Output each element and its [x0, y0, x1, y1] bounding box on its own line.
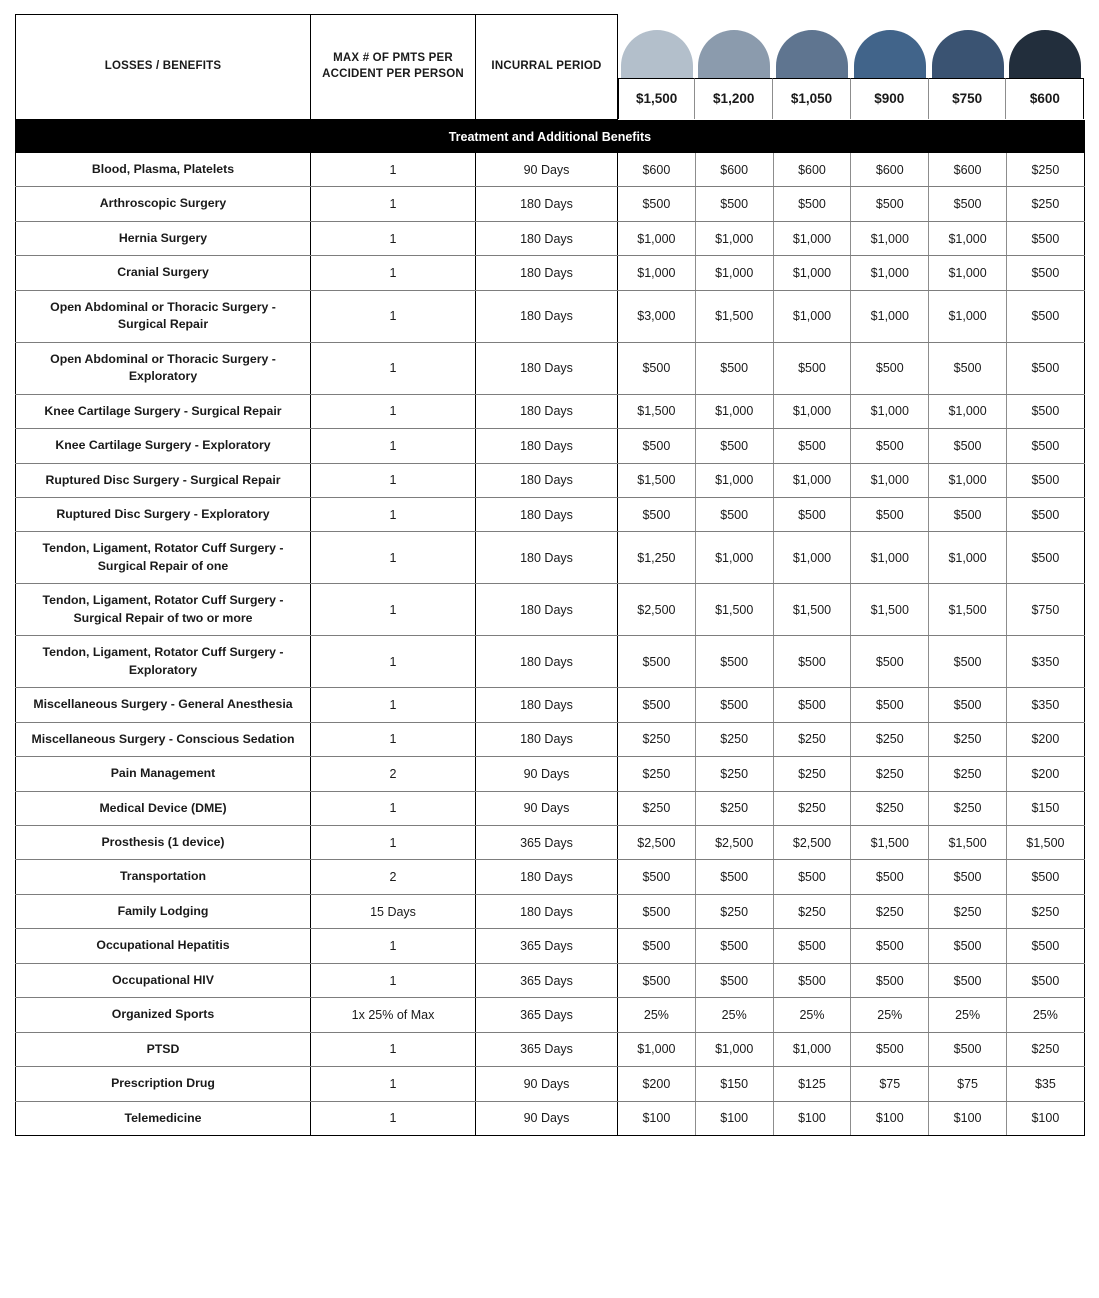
row-plan-value-3: $1,000: [773, 1032, 851, 1066]
table-row[interactable]: [16, 342, 1085, 394]
row-plan-value-4: $250: [851, 757, 929, 791]
table-row[interactable]: [16, 394, 1085, 428]
table-row[interactable]: [16, 584, 1085, 636]
row-plan-value-1: $1,500: [618, 463, 696, 497]
plan-header-5[interactable]: [929, 15, 1007, 120]
row-max-payments: 1: [311, 290, 476, 342]
row-incurral-period: 180 Days: [476, 722, 618, 756]
row-plan-value-1: $500: [618, 636, 696, 688]
row-plan-value-2: $500: [695, 963, 773, 997]
row-incurral-period: 180 Days: [476, 342, 618, 394]
row-plan-value-4: $500: [851, 688, 929, 722]
header-incurral-period: INCURRAL PERIOD: [476, 15, 618, 120]
row-plan-value-4: $1,000: [851, 290, 929, 342]
row-plan-value-3: $100: [773, 1101, 851, 1135]
plan-dome-icon-6: [1009, 30, 1081, 78]
row-incurral-period: 180 Days: [476, 688, 618, 722]
row-plan-value-2: 25%: [695, 998, 773, 1032]
row-plan-value-4: $250: [851, 791, 929, 825]
row-plan-value-4: $100: [851, 1101, 929, 1135]
row-max-payments: 1: [311, 688, 476, 722]
row-plan-value-2: $1,000: [695, 463, 773, 497]
row-plan-value-3: $1,000: [773, 463, 851, 497]
row-plan-value-5: $500: [929, 429, 1007, 463]
row-max-payments: 1: [311, 1067, 476, 1101]
row-plan-value-3: 25%: [773, 998, 851, 1032]
row-benefit-label: Miscellaneous Surgery - Conscious Sedation: [16, 722, 311, 756]
row-plan-value-5: $1,000: [929, 256, 1007, 290]
row-plan-value-1: $1,000: [618, 256, 696, 290]
table-row[interactable]: [16, 532, 1085, 584]
row-plan-value-5: $250: [929, 722, 1007, 756]
row-incurral-period: 180 Days: [476, 256, 618, 290]
row-plan-value-4: $1,500: [851, 825, 929, 859]
row-plan-value-3: $500: [773, 963, 851, 997]
row-plan-value-6: $500: [1006, 860, 1084, 894]
row-incurral-period: 180 Days: [476, 221, 618, 255]
row-incurral-period: 90 Days: [476, 153, 618, 187]
row-plan-value-6: $1,500: [1006, 825, 1084, 859]
row-plan-value-6: $500: [1006, 342, 1084, 394]
row-plan-value-6: $100: [1006, 1101, 1084, 1135]
row-plan-value-4: $500: [851, 497, 929, 531]
row-plan-value-4: $250: [851, 722, 929, 756]
row-incurral-period: 180 Days: [476, 584, 618, 636]
row-plan-value-6: $500: [1006, 290, 1084, 342]
row-incurral-period: 180 Days: [476, 636, 618, 688]
row-plan-value-5: $500: [929, 963, 1007, 997]
plan-dome-wrap-1: [618, 15, 695, 78]
row-plan-value-1: $600: [618, 153, 696, 187]
row-plan-value-4: $250: [851, 894, 929, 928]
row-plan-value-5: $500: [929, 929, 1007, 963]
plan-header-1[interactable]: [618, 15, 696, 120]
row-plan-value-3: $500: [773, 636, 851, 688]
row-max-payments: 1: [311, 532, 476, 584]
row-plan-value-2: $1,000: [695, 394, 773, 428]
row-plan-value-1: $3,000: [618, 290, 696, 342]
row-plan-value-6: $500: [1006, 463, 1084, 497]
row-plan-value-5: $250: [929, 757, 1007, 791]
row-plan-value-4: $1,500: [851, 584, 929, 636]
row-plan-value-5: $1,500: [929, 825, 1007, 859]
row-plan-value-1: $500: [618, 429, 696, 463]
row-plan-value-1: $500: [618, 963, 696, 997]
row-plan-value-2: $500: [695, 497, 773, 531]
header-row: [16, 15, 1085, 120]
row-plan-value-4: $1,000: [851, 532, 929, 584]
row-plan-value-3: $600: [773, 153, 851, 187]
row-plan-value-5: $1,000: [929, 290, 1007, 342]
row-plan-value-2: $1,500: [695, 584, 773, 636]
row-plan-value-4: $500: [851, 860, 929, 894]
row-plan-value-3: $2,500: [773, 825, 851, 859]
row-incurral-period: 365 Days: [476, 929, 618, 963]
row-benefit-label: Prescription Drug: [16, 1067, 311, 1101]
row-plan-value-1: $1,000: [618, 1032, 696, 1066]
row-plan-value-6: $350: [1006, 688, 1084, 722]
row-plan-value-3: $500: [773, 429, 851, 463]
row-plan-value-3: $250: [773, 757, 851, 791]
row-plan-value-6: $500: [1006, 497, 1084, 531]
row-benefit-label: Arthroscopic Surgery: [16, 187, 311, 221]
row-plan-value-6: 25%: [1006, 998, 1084, 1032]
row-plan-value-2: $1,000: [695, 1032, 773, 1066]
row-max-payments: 1: [311, 342, 476, 394]
row-plan-value-2: $1,000: [695, 221, 773, 255]
row-plan-value-3: $1,000: [773, 394, 851, 428]
table-row[interactable]: [16, 757, 1085, 791]
row-plan-value-3: $1,000: [773, 256, 851, 290]
plan-dome-wrap-5: [929, 15, 1007, 78]
row-plan-value-3: $1,000: [773, 290, 851, 342]
plan-price-label-5: $750: [929, 78, 1007, 119]
row-plan-value-1: $1,000: [618, 221, 696, 255]
row-plan-value-5: $75: [929, 1067, 1007, 1101]
row-plan-value-2: $250: [695, 894, 773, 928]
row-plan-value-6: $500: [1006, 256, 1084, 290]
plan-price-label-1: $1,500: [618, 78, 695, 119]
row-plan-value-1: $1,500: [618, 394, 696, 428]
row-plan-value-4: $600: [851, 153, 929, 187]
row-plan-value-2: $150: [695, 1067, 773, 1101]
row-plan-value-3: $500: [773, 688, 851, 722]
row-plan-value-1: $500: [618, 860, 696, 894]
row-incurral-period: 180 Days: [476, 187, 618, 221]
row-plan-value-4: $500: [851, 1032, 929, 1066]
row-plan-value-5: $250: [929, 791, 1007, 825]
row-plan-value-1: $250: [618, 757, 696, 791]
row-plan-value-1: $2,500: [618, 825, 696, 859]
row-incurral-period: 90 Days: [476, 791, 618, 825]
table-row[interactable]: [16, 636, 1085, 688]
row-plan-value-2: $1,000: [695, 256, 773, 290]
row-plan-value-1: $500: [618, 688, 696, 722]
row-plan-value-6: $250: [1006, 153, 1084, 187]
row-max-payments: 1: [311, 825, 476, 859]
table-row[interactable]: [16, 153, 1085, 187]
row-plan-value-1: $500: [618, 929, 696, 963]
row-max-payments: 1: [311, 584, 476, 636]
benefits-table: [15, 14, 1085, 1136]
row-plan-value-2: $500: [695, 636, 773, 688]
row-max-payments: 1: [311, 791, 476, 825]
row-max-payments: 1: [311, 636, 476, 688]
row-incurral-period: 365 Days: [476, 963, 618, 997]
row-benefit-label: Transportation: [16, 860, 311, 894]
row-benefit-label: Miscellaneous Surgery - General Anesthesia: [16, 688, 311, 722]
table-row[interactable]: [16, 290, 1085, 342]
plan-price-label-3: $1,050: [773, 78, 851, 119]
row-max-payments: 2: [311, 860, 476, 894]
row-plan-value-2: $500: [695, 688, 773, 722]
row-plan-value-1: $100: [618, 1101, 696, 1135]
row-plan-value-3: $500: [773, 860, 851, 894]
row-plan-value-1: $200: [618, 1067, 696, 1101]
row-benefit-label: Organized Sports: [16, 998, 311, 1032]
plan-dome-icon-4: [854, 30, 926, 78]
row-benefit-label: Open Abdominal or Thoracic Surgery - Exploratory: [16, 342, 311, 394]
plan-dome-wrap-4: [851, 15, 929, 78]
row-plan-value-4: $500: [851, 929, 929, 963]
row-benefit-label: Tendon, Ligament, Rotator Cuff Surgery - Exploratory: [16, 636, 311, 688]
row-plan-value-3: $125: [773, 1067, 851, 1101]
table-row[interactable]: [16, 722, 1085, 756]
row-incurral-period: 90 Days: [476, 757, 618, 791]
row-benefit-label: Cranial Surgery: [16, 256, 311, 290]
row-plan-value-1: $1,250: [618, 532, 696, 584]
row-benefit-label: Prosthesis (1 device): [16, 825, 311, 859]
row-max-payments: 1: [311, 153, 476, 187]
row-plan-value-2: $250: [695, 757, 773, 791]
row-incurral-period: 365 Days: [476, 1032, 618, 1066]
row-plan-value-3: $500: [773, 929, 851, 963]
row-benefit-label: Tendon, Ligament, Rotator Cuff Surgery - Surgical Repair of one: [16, 532, 311, 584]
row-plan-value-4: $500: [851, 187, 929, 221]
row-benefit-label: Ruptured Disc Surgery - Exploratory: [16, 497, 311, 531]
row-benefit-label: Ruptured Disc Surgery - Surgical Repair: [16, 463, 311, 497]
row-max-payments: 1: [311, 497, 476, 531]
row-max-payments: 1: [311, 722, 476, 756]
row-incurral-period: 180 Days: [476, 290, 618, 342]
row-plan-value-5: $1,000: [929, 394, 1007, 428]
row-plan-value-6: $150: [1006, 791, 1084, 825]
header-max-payments: MAX # OF PMTS PER ACCIDENT PER PERSON: [311, 15, 476, 120]
row-incurral-period: 180 Days: [476, 860, 618, 894]
row-benefit-label: Hernia Surgery: [16, 221, 311, 255]
row-plan-value-3: $500: [773, 187, 851, 221]
row-plan-value-1: $500: [618, 894, 696, 928]
row-plan-value-6: $500: [1006, 963, 1084, 997]
row-incurral-period: 365 Days: [476, 998, 618, 1032]
row-plan-value-5: $600: [929, 153, 1007, 187]
row-plan-value-6: $200: [1006, 757, 1084, 791]
row-incurral-period: 180 Days: [476, 463, 618, 497]
row-max-payments: 1: [311, 1101, 476, 1135]
row-plan-value-6: $500: [1006, 394, 1084, 428]
section-banner-row: [16, 120, 1085, 154]
row-plan-value-6: $500: [1006, 429, 1084, 463]
row-plan-value-3: $250: [773, 722, 851, 756]
table-row[interactable]: [16, 497, 1085, 531]
row-incurral-period: 90 Days: [476, 1067, 618, 1101]
table-row[interactable]: [16, 929, 1085, 963]
row-max-payments: 15 Days: [311, 894, 476, 928]
row-plan-value-4: $500: [851, 342, 929, 394]
row-incurral-period: 180 Days: [476, 532, 618, 584]
row-plan-value-3: $500: [773, 497, 851, 531]
row-benefit-label: Knee Cartilage Surgery - Surgical Repair: [16, 394, 311, 428]
row-plan-value-5: $1,000: [929, 463, 1007, 497]
row-benefit-label: Medical Device (DME): [16, 791, 311, 825]
row-plan-value-2: $500: [695, 187, 773, 221]
row-incurral-period: 365 Days: [476, 825, 618, 859]
row-plan-value-5: $1,000: [929, 532, 1007, 584]
row-plan-value-5: $500: [929, 187, 1007, 221]
row-incurral-period: 180 Days: [476, 497, 618, 531]
row-plan-value-5: $500: [929, 636, 1007, 688]
row-max-payments: 1x 25% of Max: [311, 998, 476, 1032]
row-plan-value-3: $500: [773, 342, 851, 394]
row-benefit-label: Occupational HIV: [16, 963, 311, 997]
row-plan-value-1: $500: [618, 187, 696, 221]
row-incurral-period: 180 Days: [476, 894, 618, 928]
plan-header-6[interactable]: [1006, 15, 1084, 120]
plan-dome-wrap-2: [695, 15, 773, 78]
row-plan-value-4: $1,000: [851, 463, 929, 497]
row-plan-value-1: $250: [618, 791, 696, 825]
row-benefit-label: Blood, Plasma, Platelets: [16, 153, 311, 187]
row-plan-value-1: $500: [618, 342, 696, 394]
table-row[interactable]: [16, 1032, 1085, 1066]
row-plan-value-4: $1,000: [851, 394, 929, 428]
row-max-payments: 1: [311, 963, 476, 997]
row-plan-value-5: $500: [929, 497, 1007, 531]
row-plan-value-6: $350: [1006, 636, 1084, 688]
section-title: Treatment and Additional Benefits: [16, 120, 1085, 154]
row-plan-value-2: $1,500: [695, 290, 773, 342]
row-plan-value-1: 25%: [618, 998, 696, 1032]
row-plan-value-2: $500: [695, 429, 773, 463]
row-plan-value-3: $1,500: [773, 584, 851, 636]
row-plan-value-4: $75: [851, 1067, 929, 1101]
table-row[interactable]: [16, 860, 1085, 894]
row-incurral-period: 180 Days: [476, 394, 618, 428]
row-plan-value-3: $1,000: [773, 221, 851, 255]
row-plan-value-5: $500: [929, 688, 1007, 722]
row-plan-value-6: $500: [1006, 532, 1084, 584]
table-row[interactable]: [16, 429, 1085, 463]
plan-dome-icon-1: [621, 30, 693, 78]
table-row[interactable]: [16, 688, 1085, 722]
row-benefit-label: Open Abdominal or Thoracic Surgery - Surgical Repair: [16, 290, 311, 342]
table-row[interactable]: [16, 221, 1085, 255]
row-plan-value-4: $1,000: [851, 221, 929, 255]
row-max-payments: 2: [311, 757, 476, 791]
row-benefit-label: Tendon, Ligament, Rotator Cuff Surgery - Surgical Repair of two or more: [16, 584, 311, 636]
row-benefit-label: PTSD: [16, 1032, 311, 1066]
row-max-payments: 1: [311, 187, 476, 221]
table-row[interactable]: [16, 1101, 1085, 1135]
table-row[interactable]: [16, 1067, 1085, 1101]
table-row[interactable]: [16, 256, 1085, 290]
row-max-payments: 1: [311, 463, 476, 497]
row-plan-value-6: $200: [1006, 722, 1084, 756]
plan-dome-icon-3: [776, 30, 848, 78]
row-plan-value-2: $250: [695, 791, 773, 825]
row-plan-value-4: 25%: [851, 998, 929, 1032]
row-plan-value-3: $250: [773, 894, 851, 928]
row-incurral-period: 90 Days: [476, 1101, 618, 1135]
row-plan-value-1: $2,500: [618, 584, 696, 636]
plan-price-label-4: $900: [851, 78, 929, 119]
row-max-payments: 1: [311, 1032, 476, 1066]
plan-dome-wrap-6: [1006, 15, 1084, 78]
plan-dome-icon-5: [932, 30, 1004, 78]
row-plan-value-6: $750: [1006, 584, 1084, 636]
row-benefit-label: Telemedicine: [16, 1101, 311, 1135]
row-plan-value-2: $2,500: [695, 825, 773, 859]
row-incurral-period: 180 Days: [476, 429, 618, 463]
row-plan-value-5: $500: [929, 1032, 1007, 1066]
row-benefit-label: Occupational Hepatitis: [16, 929, 311, 963]
row-plan-value-6: $250: [1006, 187, 1084, 221]
row-benefit-label: Pain Management: [16, 757, 311, 791]
row-plan-value-2: $500: [695, 929, 773, 963]
row-plan-value-2: $600: [695, 153, 773, 187]
row-plan-value-4: $500: [851, 963, 929, 997]
row-plan-value-2: $500: [695, 860, 773, 894]
row-max-payments: 1: [311, 256, 476, 290]
row-max-payments: 1: [311, 394, 476, 428]
row-plan-value-6: $500: [1006, 221, 1084, 255]
plan-header-4[interactable]: [851, 15, 929, 120]
row-plan-value-5: 25%: [929, 998, 1007, 1032]
row-plan-value-5: $250: [929, 894, 1007, 928]
table-body: [16, 120, 1085, 1136]
row-max-payments: 1: [311, 429, 476, 463]
table-header: [16, 15, 1085, 120]
plan-header-3[interactable]: [773, 15, 851, 120]
table-row[interactable]: [16, 998, 1085, 1032]
row-plan-value-5: $100: [929, 1101, 1007, 1135]
plan-price-label-6: $600: [1006, 78, 1084, 119]
row-plan-value-6: $35: [1006, 1067, 1084, 1101]
plan-header-2[interactable]: [695, 15, 773, 120]
row-plan-value-4: $500: [851, 636, 929, 688]
row-plan-value-2: $100: [695, 1101, 773, 1135]
table-row[interactable]: [16, 894, 1085, 928]
header-losses-benefits: LOSSES / BENEFITS: [16, 15, 311, 120]
row-plan-value-6: $500: [1006, 929, 1084, 963]
row-plan-value-2: $500: [695, 342, 773, 394]
row-benefit-label: Family Lodging: [16, 894, 311, 928]
row-plan-value-2: $1,000: [695, 532, 773, 584]
row-plan-value-5: $500: [929, 860, 1007, 894]
row-plan-value-1: $250: [618, 722, 696, 756]
row-plan-value-6: $250: [1006, 1032, 1084, 1066]
row-plan-value-3: $250: [773, 791, 851, 825]
row-max-payments: 1: [311, 929, 476, 963]
row-plan-value-5: $1,500: [929, 584, 1007, 636]
plan-dome-icon-2: [698, 30, 770, 78]
row-plan-value-2: $250: [695, 722, 773, 756]
table-row[interactable]: [16, 825, 1085, 859]
plan-dome-wrap-3: [773, 15, 851, 78]
row-plan-value-6: $250: [1006, 894, 1084, 928]
table-row[interactable]: [16, 187, 1085, 221]
row-plan-value-1: $500: [618, 497, 696, 531]
row-plan-value-5: $500: [929, 342, 1007, 394]
plan-price-label-2: $1,200: [695, 78, 773, 119]
table-row[interactable]: [16, 463, 1085, 497]
row-max-payments: 1: [311, 221, 476, 255]
table-row[interactable]: [16, 963, 1085, 997]
row-plan-value-3: $1,000: [773, 532, 851, 584]
table-row[interactable]: [16, 791, 1085, 825]
row-plan-value-5: $1,000: [929, 221, 1007, 255]
row-benefit-label: Knee Cartilage Surgery - Exploratory: [16, 429, 311, 463]
row-plan-value-4: $1,000: [851, 256, 929, 290]
row-plan-value-4: $500: [851, 429, 929, 463]
